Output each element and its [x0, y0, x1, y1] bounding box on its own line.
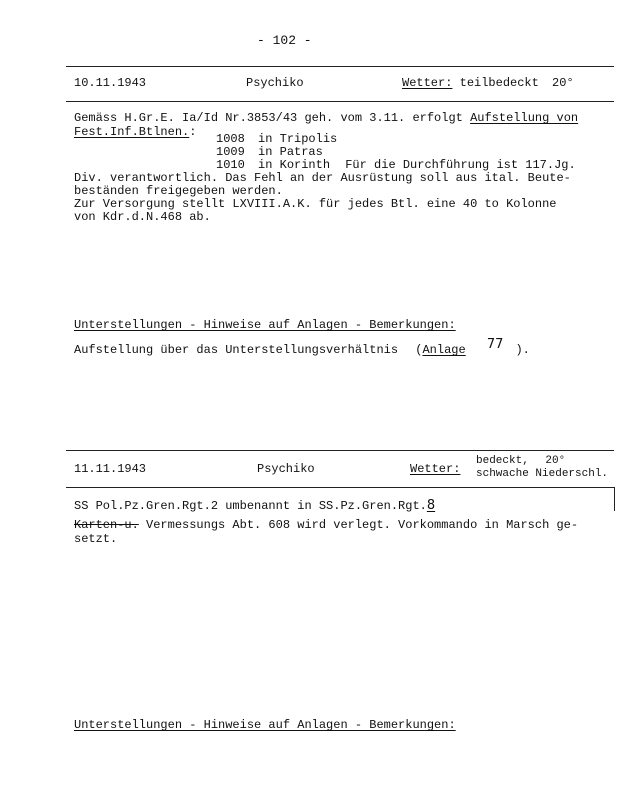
battalion-row — [216, 132, 337, 146]
entry-1-intro-line2-tail: : — [189, 125, 197, 139]
entry-1-body-line: Zur Versorgung stellt LXVIII.A.K. für jedes Btl. eine 40 to Kolonne — [74, 197, 557, 211]
entry-2-body-line3: setzt. — [74, 532, 118, 546]
entry-1-intro-line — [74, 111, 578, 125]
entry-1-remarks-text — [74, 337, 530, 357]
entry-1-body-line: beständen freigegeben werden. — [74, 184, 283, 198]
battalion-place: in Patras — [258, 145, 323, 159]
entry-2-right-border — [614, 487, 615, 511]
entry-2-line1-number: 8 — [426, 498, 436, 513]
battalion-row — [216, 145, 323, 159]
entry-1-location: Psychiko — [246, 76, 304, 90]
entry-1-header-rule — [66, 101, 614, 102]
entry-1-body-line: von Kdr.d.N.468 ab. — [74, 210, 211, 224]
entry-2-weather-line2: schwache Niederschl. — [476, 468, 609, 480]
remarks-prefix: Aufstellung über das Unterstellungsverhältnis — [74, 343, 399, 357]
battalion-tail: Für die Durchführung ist 117.Jg. — [345, 158, 576, 172]
entry-1-weather-value: teilbedeckt — [459, 76, 539, 90]
entry-1-intro-line2-text: Fest.Inf.Btlnen. — [74, 125, 190, 139]
entry-1-intro-line2 — [74, 125, 196, 139]
remarks-paren-open: ( — [415, 343, 423, 357]
entry-1-intro-prefix: Gemäss H.Gr.E. Ia/Id Nr.3853/43 geh. vom 3.11. erfolgt — [74, 111, 471, 125]
entry-1-body-line: Div. verantwortlich. Das Fehl an der Ausrüstung soll aus ital. Beute- — [74, 171, 571, 185]
remarks-paren-close: ). — [515, 343, 530, 357]
entry-1-weather-label: Wetter: — [402, 76, 453, 90]
entry-2-body-line1 — [74, 498, 435, 513]
battalion-row — [216, 158, 576, 172]
entry-1-temperature: 20° — [552, 76, 574, 90]
entry-2-weather-value: bedeckt, — [476, 455, 529, 467]
entry-2-remarks-heading: Unterstellungen - Hinweise auf Anlagen - Bemerkungen: — [74, 718, 456, 732]
annex-label: Anlage — [422, 343, 466, 357]
annex-number: 77 — [486, 337, 504, 352]
entry-2-top-rule — [66, 450, 614, 451]
entry-1-remarks-heading: Unterstellungen - Hinweise auf Anlagen - Bemerkungen: — [74, 318, 456, 332]
battalion-place: in Tripolis — [258, 132, 338, 146]
entry-2-date: 11.11.1943 — [74, 462, 147, 476]
battalion-number: 1010 — [216, 158, 245, 172]
entry-2-line1-prefix: SS Pol.Pz.Gren.Rgt.2 umbenannt in SS.Pz.Gren.Rgt. — [74, 499, 427, 513]
entry-2-body-line2 — [74, 518, 578, 532]
entry-2-weather-label-text: Wetter: — [410, 462, 461, 476]
entry-2-header-rule — [66, 487, 614, 488]
page-number: - 102 - — [257, 33, 312, 48]
entry-2-temperature: 20° — [545, 455, 566, 467]
entry-2-weather-label — [410, 462, 460, 476]
entry-2-line2-rest: Vermessungs Abt. 608 wird verlegt. Vorkommando in Marsch ge- — [138, 518, 579, 532]
battalion-place: in Korinth — [258, 158, 331, 172]
entry-2-location: Psychiko — [257, 462, 315, 476]
entry-2-struck-text: Karten-u. — [74, 518, 139, 532]
battalion-number: 1008 — [216, 132, 245, 146]
entry-1-top-rule — [66, 66, 614, 67]
entry-1-intro-underlined: Aufstellung von — [470, 111, 579, 125]
battalion-number: 1009 — [216, 145, 245, 159]
entry-1-date: 10.11.1943 — [74, 76, 147, 90]
entry-2-weather-line1 — [476, 455, 565, 467]
entry-1-weather — [402, 76, 574, 90]
